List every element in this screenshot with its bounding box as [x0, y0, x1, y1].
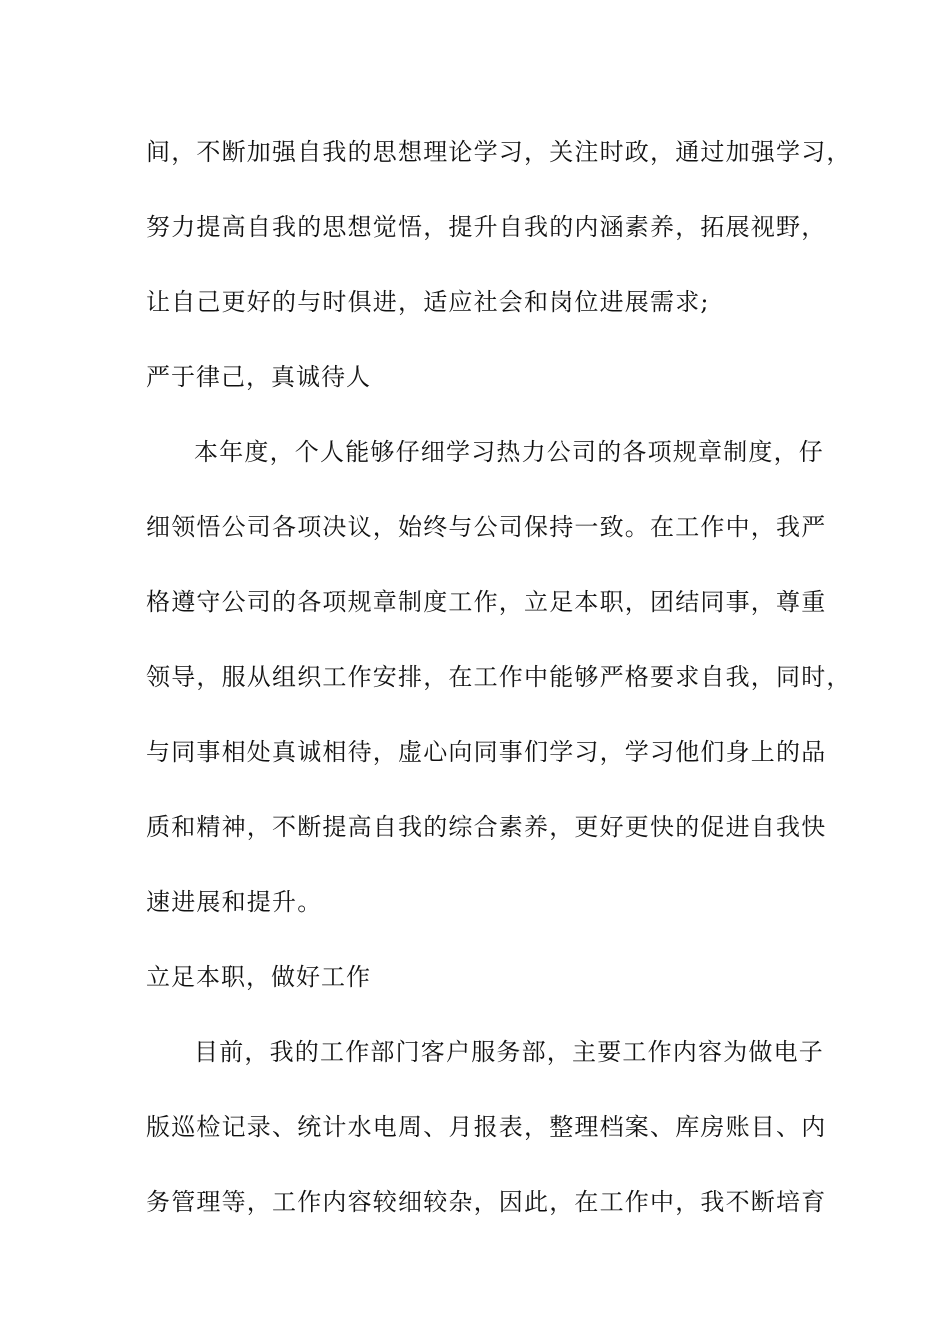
section-heading: 严于律己，真诚待人: [146, 363, 371, 391]
paragraph-first-line: 目前，我的工作部门客户服务部，主要工作内容为做电子: [194, 1038, 824, 1066]
text-line: 让自己更好的与时俱进，适应社会和岗位进展需求;: [146, 288, 710, 316]
paragraph-first-line: 本年度，个人能够仔细学习热力公司的各项规章制度，仔: [194, 438, 824, 466]
text-line: 间，不断加强自我的思想理论学习，关注时政，通过加强学习，: [146, 138, 852, 166]
text-line: 版巡检记录、统计水电周、月报表，整理档案、库房账目、内: [146, 1113, 827, 1141]
text-line: 努力提高自我的思想觉悟，提升自我的内涵素养，拓展视野，: [146, 213, 827, 241]
text-line: 速进展和提升。: [146, 888, 323, 916]
text-line: 务管理等，工作内容较细较杂，因此，在工作中，我不断培育: [146, 1188, 827, 1216]
section-heading: 立足本职，做好工作: [146, 963, 371, 991]
text-line: 领导，服从组织工作安排，在工作中能够严格要求自我，同时，: [146, 663, 852, 691]
text-line: 与同事相处真诚相待，虚心向同事们学习，学习他们身上的品: [146, 738, 827, 766]
text-line: 质和精神，不断提高自我的综合素养，更好更快的促进自我快: [146, 813, 827, 841]
text-line: 格遵守公司的各项规章制度工作，立足本职，团结同事，尊重: [146, 588, 827, 616]
text-line: 细领悟公司各项决议，始终与公司保持一致。在工作中，我严: [146, 513, 827, 541]
